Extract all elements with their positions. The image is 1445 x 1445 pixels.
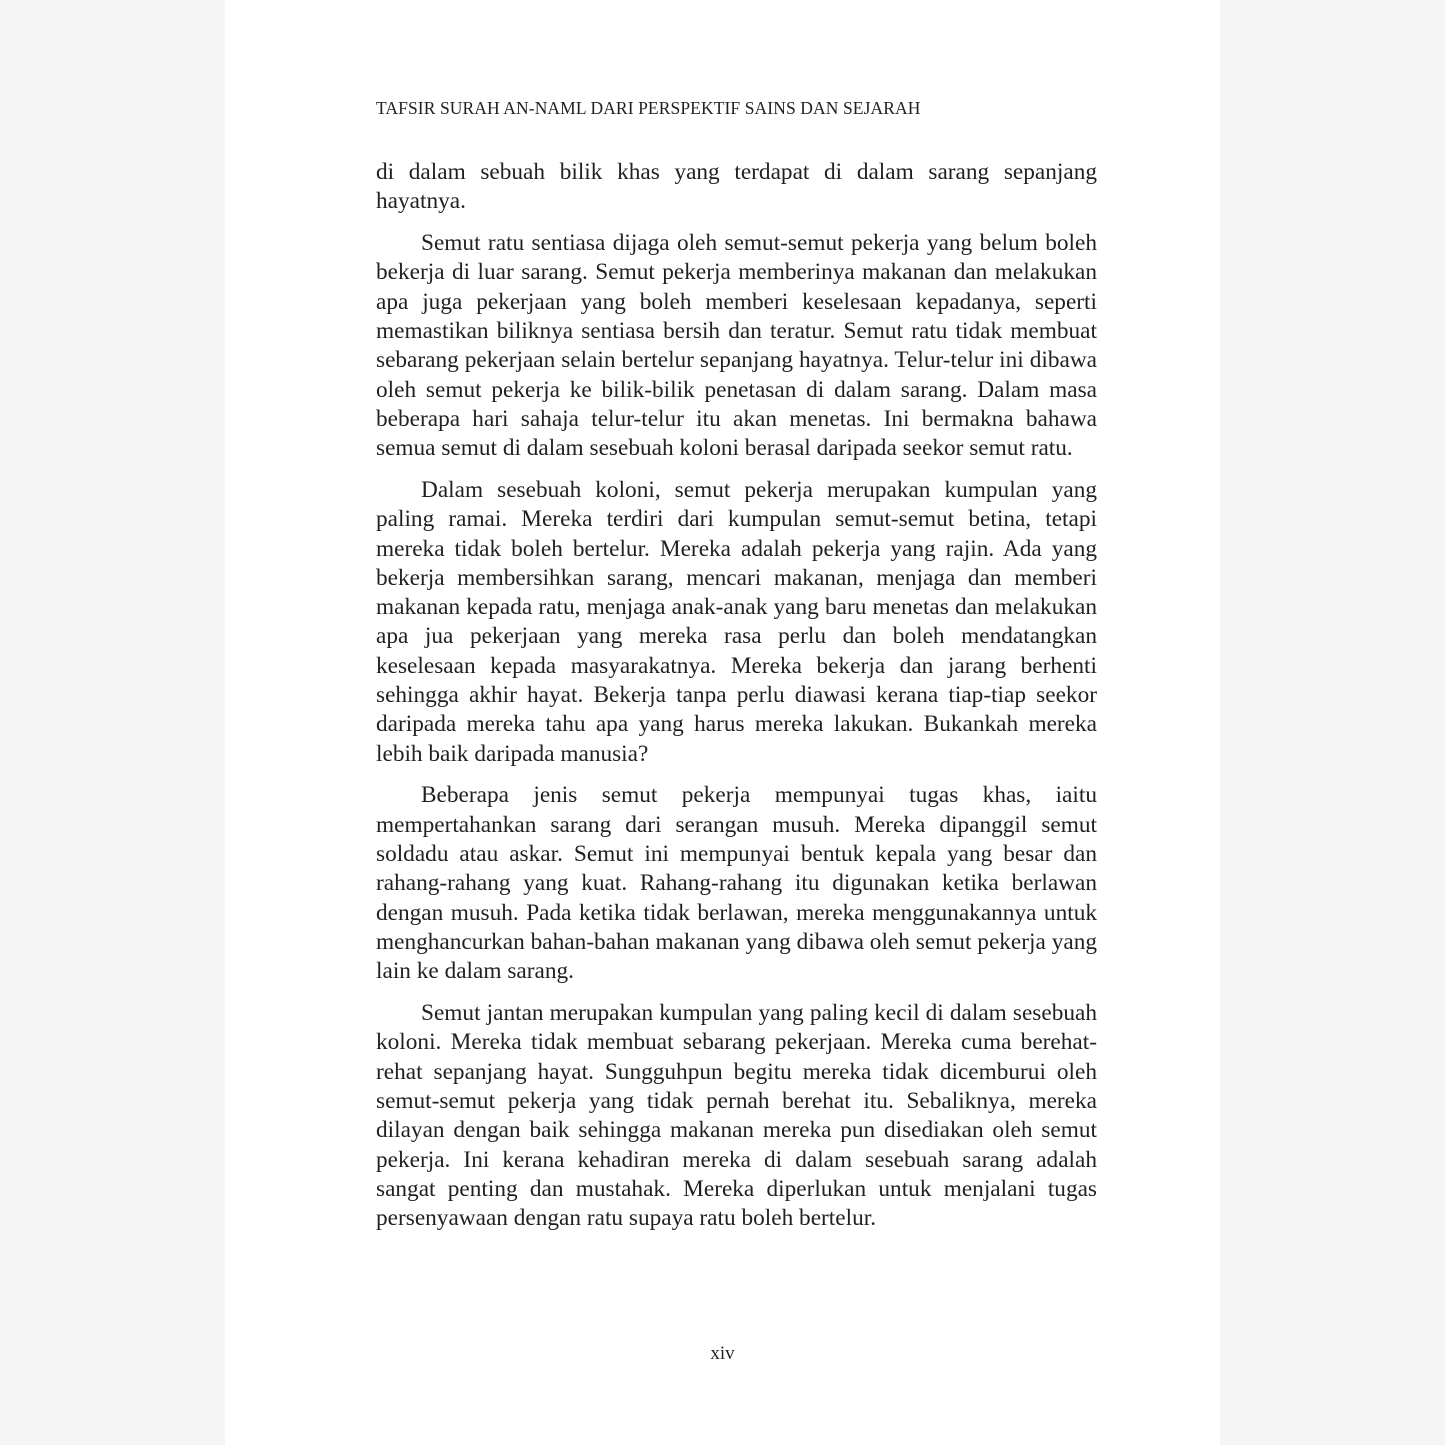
paragraph-continued: di dalam sebuah bilik khas yang terdapat di dalam sarang sepanjang hayatnya.: [376, 159, 1097, 215]
body-text: [376, 158, 1097, 1246]
running-header: TAFSIR SURAH AN-NAML DARI PERSPEKTIF SAINS DAN SEJARAH: [376, 98, 921, 118]
paragraph-male-ants: Semut jantan merupakan kumpulan yang paling kecil di dalam sesebuah koloni. Mereka tidak membuat sebarang pekerjaan. Mereka cuma berehat-rehat sepanjang hayat. Sungguhpun begitu mereka tidak dicemburui oleh semut-semut pekerja yang tidak pernah berehat itu. Sebaliknya, mereka dilayan dengan baik sehingga makanan mereka pun disediakan oleh semut pekerja. Ini kerana kehadiran mereka di dalam sesebuah sarang adalah sangat penting dan mustahak. Mereka diperlukan untuk menjalani tugas persenyawaan dengan ratu supaya ratu boleh bertelur.: [376, 1000, 1097, 1232]
book-page: [225, 0, 1220, 1445]
page-number: xiv: [710, 1343, 735, 1364]
paragraph-queen-ant: Semut ratu sentiasa dijaga oleh semut-semut pekerja yang belum boleh bekerja di luar sarang. Semut pekerja memberinya makanan dan melakukan apa juga pekerjaan yang boleh memberi keselesaan kepadanya, seperti memastikan biliknya sentiasa bersih dan teratur. Semut ratu tidak membuat sebarang pekerjaan selain bertelur sepanjang hayatnya. Telur-telur ini dibawa oleh semut pekerja ke bilik-bilik penetasan di dalam sarang. Dalam masa beberapa hari sahaja telur-telur itu akan menetas. Ini bermakna bahawa semua semut di dalam sesebuah koloni berasal daripada seekor semut ratu.: [376, 230, 1097, 462]
paragraph-soldier-ants: Beberapa jenis semut pekerja mempunyai tugas khas, iaitu mempertahankan sarang dari serangan musuh. Mereka dipanggil semut soldadu atau askar. Semut ini mempunyai bentuk kepala yang besar dan rahang-rahang yang kuat. Rahang-rahang itu digunakan ketika berlawan dengan musuh. Pada ketika tidak berlawan, mereka menggunakannya untuk menghancurkan bahan-bahan makanan yang dibawa oleh semut pekerja yang lain ke dalam sarang.: [376, 782, 1097, 985]
paragraph-worker-ants: Dalam sesebuah koloni, semut pekerja merupakan kumpulan yang paling ramai. Mereka terdiri dari kumpulan semut-semut betina, tetapi mereka tidak boleh bertelur. Mereka adalah pekerja yang rajin. Ada yang bekerja membersihkan sarang, mencari makanan, menjaga dan memberi makanan kepada ratu, menjaga anak-anak yang baru menetas dan melakukan apa jua pekerjaan yang mereka rasa perlu dan boleh mendatangkan keselesaan kepada masyarakatnya. Mereka bekerja dan jarang berhenti sehingga akhir hayat. Bekerja tanpa perlu diawasi kerana tiap-tiap seekor daripada mereka tahu apa yang harus mereka lakukan. Bukankah mereka lebih baik daripada manusia?: [376, 476, 1097, 767]
